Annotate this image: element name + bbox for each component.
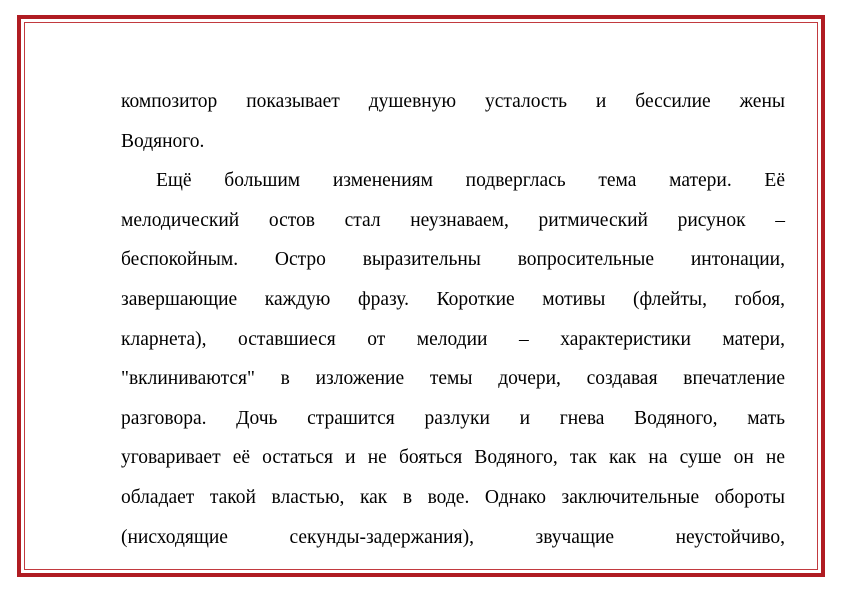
slide-body-text: [121, 82, 785, 557]
text-line-2: Водяного.: [121, 130, 205, 152]
text-line-4: мелодический остов стал неузнаваем, ритмический рисунок –: [121, 209, 785, 231]
text-line-12: (нисходящие секунды-задержания), звучащие неустойчиво,: [121, 526, 785, 548]
text-line-8: "вклиниваются" в изложение темы дочери, создавая впечатление: [121, 368, 785, 390]
text-line-7: кларнета), оставшиеся от мелодии – характеристики матери,: [121, 328, 785, 350]
text-line-5: беспокойным. Остро выразительны вопросительные интонации,: [121, 249, 785, 271]
text-line-10: уговаривает её остаться и не бояться Водяного, так как на суше он не: [121, 447, 785, 469]
text-line-6: завершающие каждую фразу. Короткие мотивы (флейты, гобоя,: [121, 288, 785, 310]
text-line-3: Ещё большим изменениям подверглась тема матери. Её: [156, 170, 785, 192]
text-line-11: обладает такой властью, как в воде. Однако заключительные обороты: [121, 486, 785, 508]
text-line-1: композитор показывает душевную усталость и бессилие жены: [121, 91, 785, 112]
text-line-9: разговора. Дочь страшится разлуки и гнева Водяного, мать: [121, 407, 785, 429]
